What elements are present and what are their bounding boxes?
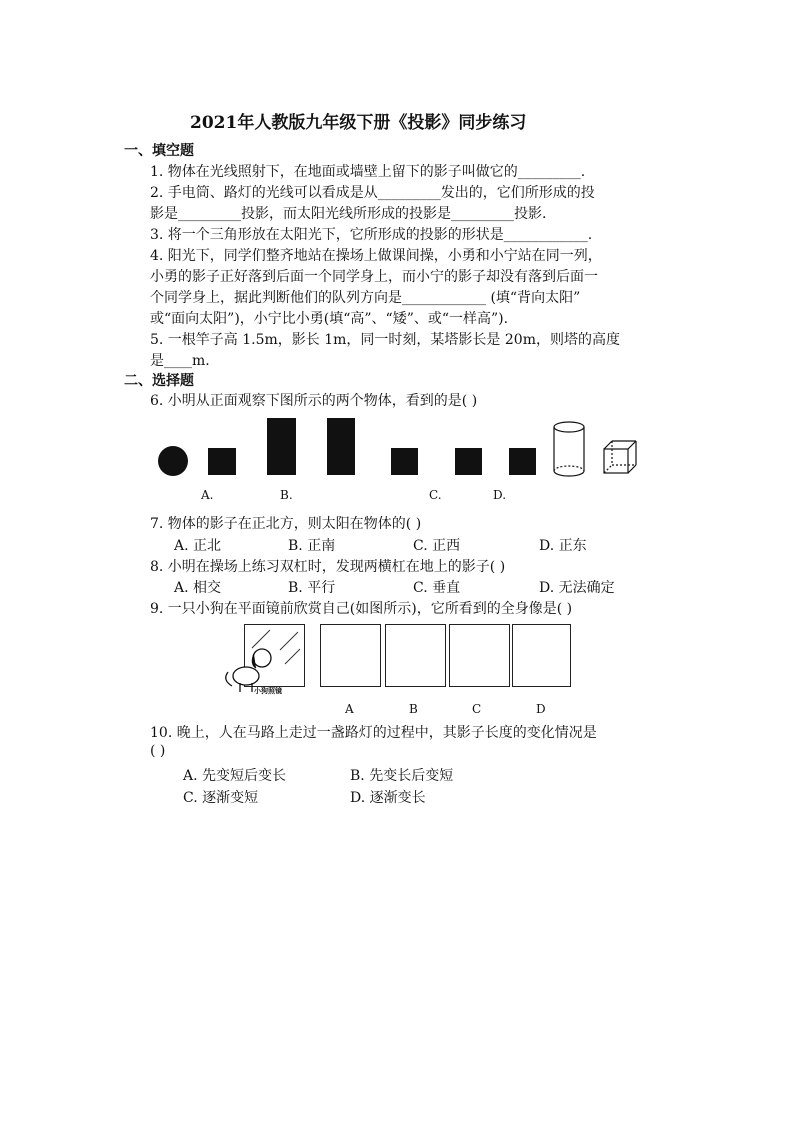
question-8-option-a: A. 相交 <box>174 580 222 596</box>
question-10-option-d: D. 逐渐变长 <box>350 790 426 806</box>
question-10-option-b: B. 先变长后变短 <box>350 768 454 784</box>
question-3: 3. 将一个三角形放在太阳光下，它所形成的投影的形状是____________. <box>150 227 593 243</box>
question-9-stem: 9. 一只小狗在平面镜前欣赏自己(如图所示)，它所看到的全身像是( ) <box>150 601 573 617</box>
q6-label-c: C. <box>429 488 442 502</box>
q9-label-a: A <box>345 702 354 716</box>
option-c-frame <box>449 624 510 687</box>
option-d-frame <box>512 624 571 687</box>
question-7-option-a: A. 正北 <box>174 538 222 554</box>
mirror-caption: 小狗照镜 <box>254 686 282 695</box>
section-heading-multiple-choice: 二、选择题 <box>124 373 194 389</box>
question-5-line-2: 是____m. <box>150 353 210 369</box>
q6-label-d: D. <box>493 488 507 502</box>
q9-label-b: B <box>409 702 418 716</box>
question-8-option-c: C. 垂直 <box>413 580 461 596</box>
question-4-line-1: 4. 阳光下，同学们整齐地站在操场上做课间操，小勇和小宁站在同一列， <box>150 248 602 264</box>
question-4-line-3: 个同学身上，据此判断他们的队列方向是____________ (填“背向太阳” <box>150 290 581 306</box>
page-title: 2021年人教版九年级下册《投影》同步练习 <box>190 113 527 133</box>
question-8-option-d: D. 无法确定 <box>539 580 615 596</box>
question-10-option-a: A. 先变短后变长 <box>183 768 287 784</box>
question-10-option-c: C. 逐渐变短 <box>183 790 259 806</box>
question-7-option-c: C. 正西 <box>413 538 461 554</box>
question-2-line-2: 影是_________投影，而太阳光线所形成的投影是_________投影. <box>150 206 547 222</box>
question-10-line-2: ( ) <box>150 743 166 759</box>
question-7-option-b: B. 正南 <box>288 538 336 554</box>
question-7-option-d: D. 正东 <box>539 538 587 554</box>
q9-label-c: C <box>472 702 482 716</box>
question-4-line-2: 小勇的影子正好落到后面一个同学身上，而小宁的影子却没有落到后面一 <box>150 269 598 285</box>
question-6-stem: 6. 小明从正面观察下图所示的两个物体，看到的是( ) <box>150 393 478 409</box>
question-8-stem: 8. 小明在操场上练习双杠时，发现两横杠在地上的影子( ) <box>150 559 506 575</box>
question-1: 1. 物体在光线照射下，在地面或墙壁上留下的影子叫做它的_________. <box>150 164 586 180</box>
option-a-frame <box>320 624 381 687</box>
question-8-option-b: B. 平行 <box>288 580 336 596</box>
q6-label-a: A. <box>201 488 214 502</box>
q9-label-d: D <box>536 702 546 716</box>
question-2-line-1: 2. 手电筒、路灯的光线可以看成是从_________发出的，它们所形成的投 <box>150 185 595 201</box>
option-b-frame <box>385 624 446 687</box>
question-7-stem: 7. 物体的影子在正北方，则太阳在物体的( ) <box>150 516 422 532</box>
question-5-line-1: 5. 一根竿子高 1.5m，影长 1m，同一时刻，某塔影长是 20m，则塔的高度 <box>150 332 620 348</box>
question-10-line-1: 10. 晚上，人在马路上走过一盏路灯的过程中，其影子长度的变化情况是 <box>150 725 597 741</box>
q6-label-b: B. <box>280 488 293 502</box>
section-heading-fill-in: 一、填空题 <box>124 143 194 159</box>
question-4-line-4: 或“面向太阳”)，小宁比小勇(填“高”、“矮”、或“一样高”). <box>150 311 509 327</box>
